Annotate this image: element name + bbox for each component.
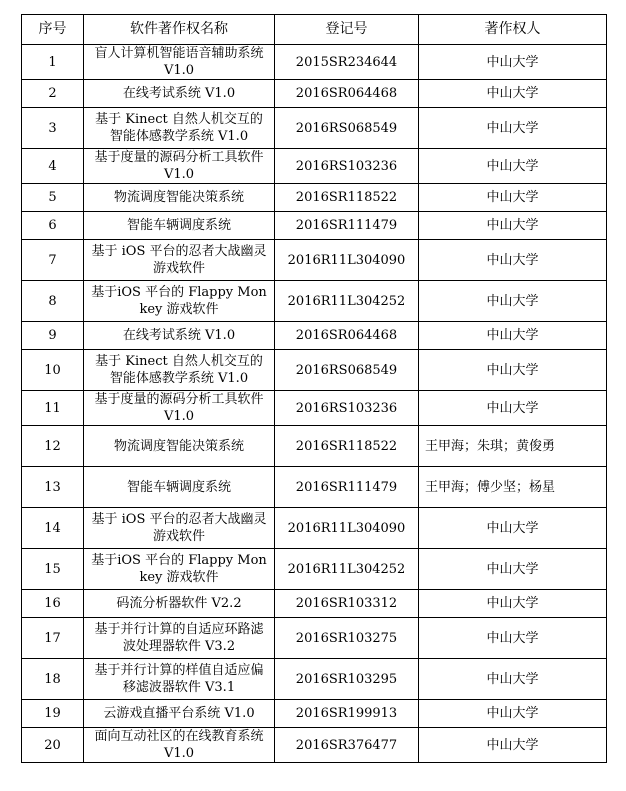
copyright-holder-cell: 中山大学 [419,659,607,700]
copyright-holder-cell: 王甲海；傅少坚；杨星 [419,467,607,508]
software-name-cell: 基于 Kinect 自然人机交互的智能体感教学系统 V1.0 [84,108,275,149]
registration-number-cell: 2016SR199913 [275,700,419,728]
registration-number-cell: 2016SR064468 [275,80,419,108]
table-row [22,426,607,467]
serial-number-cell: 6 [22,212,84,240]
header-registration-number: 登记号 [275,15,419,45]
registration-number-cell: 2016SR103312 [275,590,419,618]
table-row [22,212,607,240]
copyright-holder-cell: 中山大学 [419,108,607,149]
copyright-holder-cell: 中山大学 [419,240,607,281]
software-name-cell: 基于度量的源码分析工具软件 V1.0 [84,391,275,426]
registration-number-cell: 2016SR118522 [275,426,419,467]
registration-number-cell: 2016SR376477 [275,728,419,763]
copyright-holder-cell: 中山大学 [419,80,607,108]
table-row [22,322,607,350]
copyright-holder-cell: 中山大学 [419,618,607,659]
registration-number-cell: 2016SR111479 [275,212,419,240]
software-name-cell: 物流调度智能决策系统 [84,184,275,212]
software-name-cell: 智能车辆调度系统 [84,467,275,508]
table-row [22,108,607,149]
table-row [22,281,607,322]
software-name-cell: 基于并行计算的自适应环路滤波处理器软件 V3.2 [84,618,275,659]
table-row [22,350,607,391]
registration-number-cell: 2016R11L304252 [275,281,419,322]
registration-number-cell: 2016R11L304090 [275,508,419,549]
software-name-cell: 基于 iOS 平台的忍者大战幽灵游戏软件 [84,240,275,281]
registration-number-cell: 2016RS068549 [275,350,419,391]
serial-number-cell: 12 [22,426,84,467]
serial-number-cell: 17 [22,618,84,659]
copyright-holder-cell: 中山大学 [419,212,607,240]
serial-number-cell: 19 [22,700,84,728]
serial-number-cell: 18 [22,659,84,700]
table-row [22,508,607,549]
software-name-cell: 基于并行计算的样值自适应偏移滤波器软件 V3.1 [84,659,275,700]
table-row [22,80,607,108]
software-name-cell: 物流调度智能决策系统 [84,426,275,467]
software-name-cell: 智能车辆调度系统 [84,212,275,240]
software-name-cell: 在线考试系统 V1.0 [84,80,275,108]
serial-number-cell: 9 [22,322,84,350]
copyright-holder-cell: 王甲海；朱琪；黄俊勇 [419,426,607,467]
header-serial-number: 序号 [22,15,84,45]
copyright-holder-cell: 中山大学 [419,322,607,350]
table-row [22,618,607,659]
registration-number-cell: 2015SR234644 [275,45,419,80]
serial-number-cell: 13 [22,467,84,508]
serial-number-cell: 11 [22,391,84,426]
registration-number-cell: 2016SR111479 [275,467,419,508]
copyright-holder-cell: 中山大学 [419,391,607,426]
copyright-holder-cell: 中山大学 [419,350,607,391]
table-row [22,149,607,184]
software-name-cell: 码流分析器软件 V2.2 [84,590,275,618]
registration-number-cell: 2016RS103236 [275,149,419,184]
copyright-holder-cell: 中山大学 [419,149,607,184]
registration-number-cell: 2016RS068549 [275,108,419,149]
serial-number-cell: 20 [22,728,84,763]
serial-number-cell: 14 [22,508,84,549]
copyright-holder-cell: 中山大学 [419,728,607,763]
software-name-cell: 在线考试系统 V1.0 [84,322,275,350]
software-name-cell: 基于 iOS 平台的忍者大战幽灵游戏软件 [84,508,275,549]
serial-number-cell: 15 [22,549,84,590]
table-row [22,184,607,212]
software-name-cell: 基于 Kinect 自然人机交互的智能体感教学系统 V1.0 [84,350,275,391]
software-name-cell: 面向互动社区的在线教育系统 V1.0 [84,728,275,763]
serial-number-cell: 2 [22,80,84,108]
software-name-cell: 盲人计算机智能语音辅助系统 V1.0 [84,45,275,80]
serial-number-cell: 5 [22,184,84,212]
copyright-holder-cell: 中山大学 [419,45,607,80]
header-row [22,15,607,45]
table-row [22,590,607,618]
registration-number-cell: 2016R11L304090 [275,240,419,281]
table-row [22,45,607,80]
software-name-cell: 基于度量的源码分析工具软件 V1.0 [84,149,275,184]
table-row [22,549,607,590]
registration-number-cell: 2016RS103236 [275,391,419,426]
copyright-holder-cell: 中山大学 [419,700,607,728]
registration-number-cell: 2016SR103275 [275,618,419,659]
software-name-cell: 基于iOS 平台的 Flappy Monkey 游戏软件 [84,549,275,590]
software-name-cell: 基于iOS 平台的 Flappy Monkey 游戏软件 [84,281,275,322]
copyright-holder-cell: 中山大学 [419,184,607,212]
serial-number-cell: 1 [22,45,84,80]
serial-number-cell: 10 [22,350,84,391]
table-row [22,728,607,763]
registration-number-cell: 2016SR103295 [275,659,419,700]
copyright-holder-cell: 中山大学 [419,281,607,322]
table-row [22,467,607,508]
header-software-name: 软件著作权名称 [84,15,275,45]
table-row [22,240,607,281]
table-row [22,700,607,728]
software-copyright-table [21,14,607,763]
table-row [22,659,607,700]
registration-number-cell: 2016R11L304252 [275,549,419,590]
serial-number-cell: 3 [22,108,84,149]
copyright-holder-cell: 中山大学 [419,508,607,549]
copyright-holder-cell: 中山大学 [419,549,607,590]
registration-number-cell: 2016SR118522 [275,184,419,212]
serial-number-cell: 16 [22,590,84,618]
table-row [22,391,607,426]
software-name-cell: 云游戏直播平台系统 V1.0 [84,700,275,728]
serial-number-cell: 4 [22,149,84,184]
serial-number-cell: 8 [22,281,84,322]
serial-number-cell: 7 [22,240,84,281]
copyright-holder-cell: 中山大学 [419,590,607,618]
registration-number-cell: 2016SR064468 [275,322,419,350]
header-copyright-holder: 著作权人 [419,15,607,45]
